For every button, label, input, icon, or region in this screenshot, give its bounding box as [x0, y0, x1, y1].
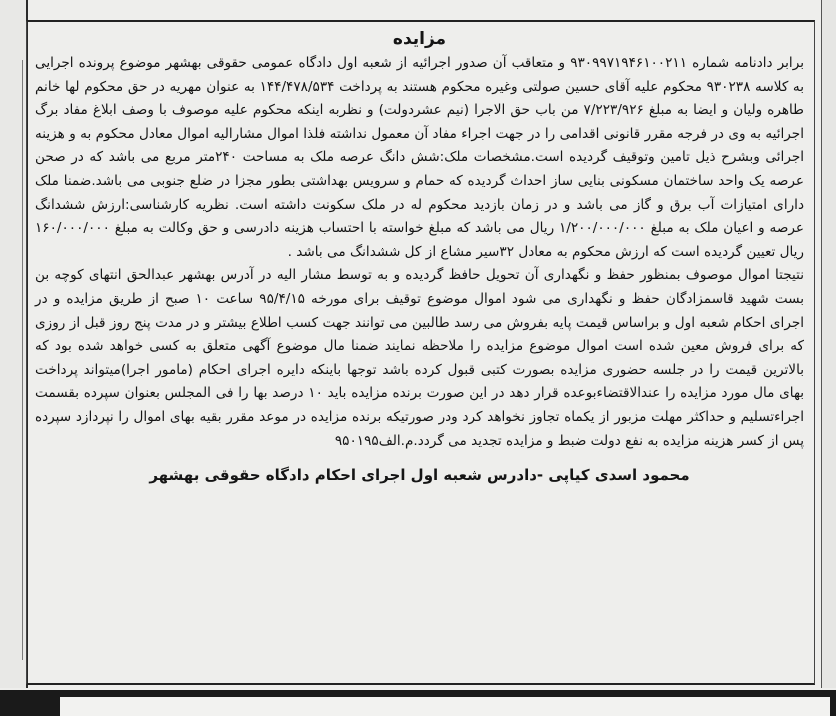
notice-body [35, 52, 804, 453]
column-divider [22, 60, 23, 660]
auction-notice [26, 20, 815, 685]
notice-paragraph-2: نتیجتا اموال موصوف بمنظور حفظ و نگهداری آن تحویل حافظ گردیده و به توسط مشار الیه در آدرس بهشهر عبدالحق انتهای کوچه بن بست شهید قاسمزادگان حفظ و نگهداری می شود اموال موضوع توقیف برای مورخه ۹۵/۴/۱۵ ساعت ۱۰ صبح از طریق مزایده و در اجرای احکام شعبه اول و براساس قیمت پایه بفروش می رسد طالبین می توانند جهت کسب اطلاع بیشتر و در مدت پنج روز قبل از روزی که برای فروش معین شده است اموال موضوع مزایده را ملاحظه نمایند ضمنا مال موضوع آگهی متعلق به کسی خواهد شده بود که بالاترین قیمت را در جلسه حضوری مزایده بصورت کتبی قبول کرده باشد توجها باینکه دایره اجرای احکام (مامور اجرا)میتواند پرداخت بهای مال مورد مزایده را عندالاقتضاءبوعده قرار دهد در این صورت برنده مزایده باید ۱۰ درصد بها را فی المجلس بعنوان سپرده بقسمت اجراءتسلیم و حداکثر مهلت مزبور از یکماه تجاوز نخواهد کرد ودر صورتیکه برنده مزایده در موعد مقرر بقیه بهای اموال را نپردازد سپرده پس از کسر هزینه مزایده به نفع دولت ضبط و مزایده تجدید می گردد.م.الف۹۵۰۱۹۵ [35, 267, 805, 449]
adjacent-column-right [821, 0, 836, 688]
notice-signature: محمود اسدی کیاپی -دادرس شعبه اول اجرای احکام دادگاه حقوقی بهشهر [149, 466, 690, 485]
notice-paragraph-1: برابر دادنامه شماره ۹۳۰۹۹۷۱۹۴۶۱۰۰۲۱۱ و متعاقب آن صدور اجرائیه از شعبه اول دادگاه عمومی حقوقی بهشهر موضوع پرونده اجرایی به کلاسه ۹۳۰۲۳۸ محکوم علیه آقای حسین صولتی وغیره محکوم هستند به پرداخت ۱۴۴/۴۷۸/۵۳۴ به عنوان مهریه در حق محکوم لها خانم طاهره ولیان و ایضا به مبلغ ۷/۲۲۳/۹۲۶ من باب حق الاجرا (نیم عشردولت) و نظربه اینکه محکوم علیه موصوف با وصف ابلاغ مفاد برگ اجرائیه به وی در فرجه مقرر قانونی اقدامی را در جهت اجراء مفاد آن معمول نداشته فلذا اموال مشارالیه اموال معادل محکوم به و هزینه اجرائی وبشرح ذیل تامین وتوقیف گردیده است.مشخصات ملک:شش دانگ عرصه ملک به مساحت ۲۴۰متر مربع می باشد که در صحن عرصه یک واحد ساختمان مسکونی بنایی ساز احداث گردیده که حمام و سرویس بهداشتی بطور مجزا در ضلع جنوبی می باشد.ضمنا ملک دارای امتیازات آب برق و گاز می باشد و در زمان بازدید محکوم له در ملک سکونت داشته است. نظریه کارشناسی:ارزش ششدانگ عرصه و اعیان ملک به مبلغ ۱/۲۰۰/۰۰۰/۰۰۰ ریال می باشد که مبلغ خواسته با احتساب هزینه دادرسی و حق وکالت به مبلغ ۱۶۰/۰۰۰/۰۰۰ ریال تعیین گردیده است که ارزش محکوم به معادل ۳۲سیر مشاع از کل ششدانگ می باشد . [35, 55, 805, 260]
next-ad-header-bar [0, 690, 836, 716]
next-ad-title-area [60, 697, 830, 716]
adjacent-column-left [0, 0, 28, 688]
notice-title: مزایده [392, 29, 447, 49]
